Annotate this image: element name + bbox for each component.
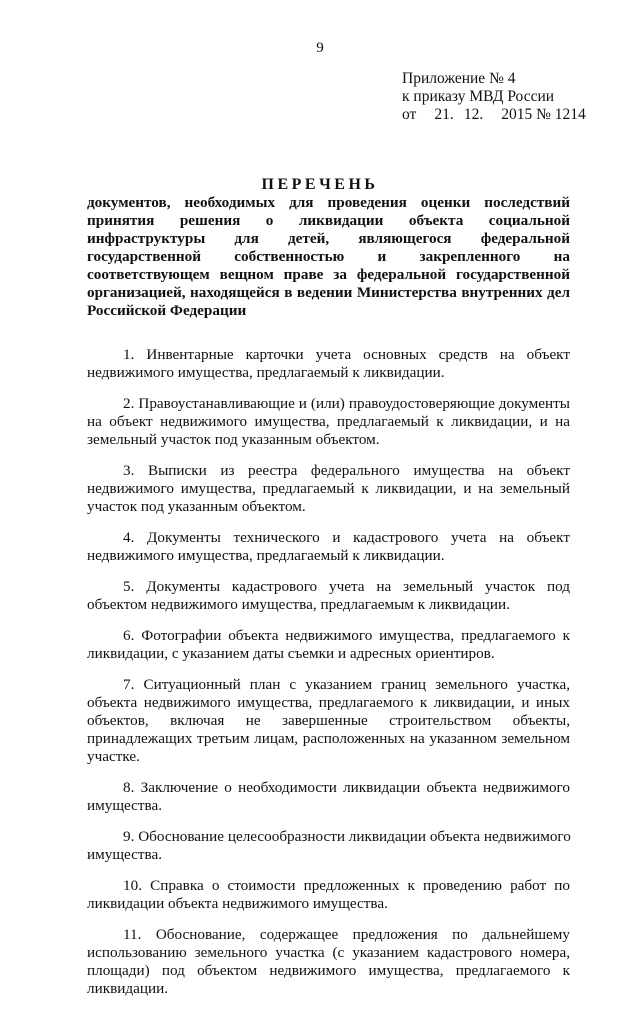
list-item-line: принадлежащих третьим лицам, расположенных на указанном земельном — [87, 730, 570, 747]
appendix-title: Приложение № 4 — [402, 70, 516, 87]
appendix-date-month: 12. — [463, 106, 484, 123]
list-item-line: объекта недвижимого имущества, предлагаемого к ликвидации, и иных — [87, 694, 570, 711]
list-item — [87, 578, 570, 614]
list-item-line: площади) под объектом недвижимого имущества, предлагаемого к — [87, 962, 570, 979]
list-item-line: земельный участок под указанным объектом. — [87, 431, 380, 448]
list-item — [87, 627, 570, 663]
appendix-date-day: 21 — [434, 106, 450, 123]
list-item-line: 6. Фотографии объекта недвижимого имущества, предлагаемого к — [123, 627, 570, 644]
appendix-date-prefix: от — [402, 106, 417, 123]
list-item-line: 3. Выписки из реестра федерального имущества на объект — [123, 462, 570, 479]
list-item-line: участок под указанным объектом. — [87, 498, 306, 515]
list-item-line: 2. Правоустанавливающие и (или) правоудостоверяющие документы — [123, 395, 570, 412]
subtitle-line: принятия решения о ликвидации объекта социальной — [87, 212, 570, 229]
list-item — [87, 676, 570, 766]
list-item-line: ликвидации, с указанием даты съемки и адресных ориентиров. — [87, 645, 495, 662]
list-item-line: 1. Инвентарные карточки учета основных средств на объект — [123, 346, 570, 363]
list-item-line: 5. Документы кадастрового учета на земельный участок под — [123, 578, 570, 595]
appendix-date-line: от 21. 12. 2015 № 1214 — [402, 106, 586, 123]
subtitle-line: организацией, находящейся в ведении Министерства внутренних дел — [87, 284, 570, 301]
list-item-line: имущества. — [87, 846, 163, 863]
document-heading: ПЕРЕЧЕНЬ — [261, 176, 379, 193]
list-item-line: объектом недвижимого имущества, предлагаемым к ликвидации. — [87, 596, 510, 613]
list-item-line: ликвидации. — [87, 980, 169, 997]
list-item-line: участке. — [87, 748, 140, 765]
list-item — [87, 926, 570, 998]
appendix-year-number: 2015 № 1214 — [501, 106, 586, 123]
list-item-line: 9. Обоснование целесообразности ликвидации объекта недвижимого — [123, 828, 571, 845]
list-item — [87, 877, 570, 913]
appendix-order-ref: к приказу МВД России — [402, 88, 555, 105]
list-item-line: имущества. — [87, 797, 163, 814]
list-item-line: объектов, включая не завершенные строительством объекты, — [87, 712, 570, 729]
list-item — [87, 346, 570, 382]
appendix-block — [402, 70, 586, 124]
list-item — [87, 828, 570, 864]
items-list — [87, 346, 570, 1011]
subtitle-line: Российской Федерации — [87, 302, 247, 319]
document-subtitle — [87, 194, 570, 320]
subtitle-line: государственной собственностью и закрепленного на — [87, 248, 570, 265]
subtitle-line: документов, необходимых для проведения оценки последствий — [87, 194, 570, 211]
list-item — [87, 779, 570, 815]
list-item — [87, 395, 570, 449]
list-item — [87, 462, 570, 516]
list-item-line: 10. Справка о стоимости предложенных к проведению работ по — [123, 877, 570, 894]
list-item — [87, 529, 570, 565]
subtitle-line: соответствующем вещном праве за федеральной государственной — [87, 266, 570, 283]
list-item-line: ликвидации объекта недвижимого имущества. — [87, 895, 388, 912]
list-item-line: недвижимого имущества, предлагаемый к ликвидации. — [87, 547, 445, 564]
list-item-line: 8. Заключение о необходимости ликвидации объекта недвижимого — [123, 779, 570, 796]
list-item-line: 11. Обоснование, содержащее предложения по дальнейшему — [123, 926, 570, 943]
list-item-line: недвижимого имущества, предлагаемый к ликвидации, и на земельный — [87, 480, 570, 497]
subtitle-line: инфраструктуры для детей, являющегося федеральной — [87, 230, 570, 247]
list-item-line: использованию земельного участка (с указанием кадастрового номера, — [87, 944, 570, 961]
list-item-line: 7. Ситуационный план с указанием границ земельного участка, — [123, 676, 570, 693]
page-number: 9 — [316, 40, 324, 56]
list-item-line: на объект недвижимого имущества, предлагаемый к ликвидации, и на — [87, 413, 570, 430]
list-item-line: недвижимого имущества, предлагаемый к ликвидации. — [87, 364, 445, 381]
list-item-line: 4. Документы технического и кадастрового учета на объект — [123, 529, 570, 546]
